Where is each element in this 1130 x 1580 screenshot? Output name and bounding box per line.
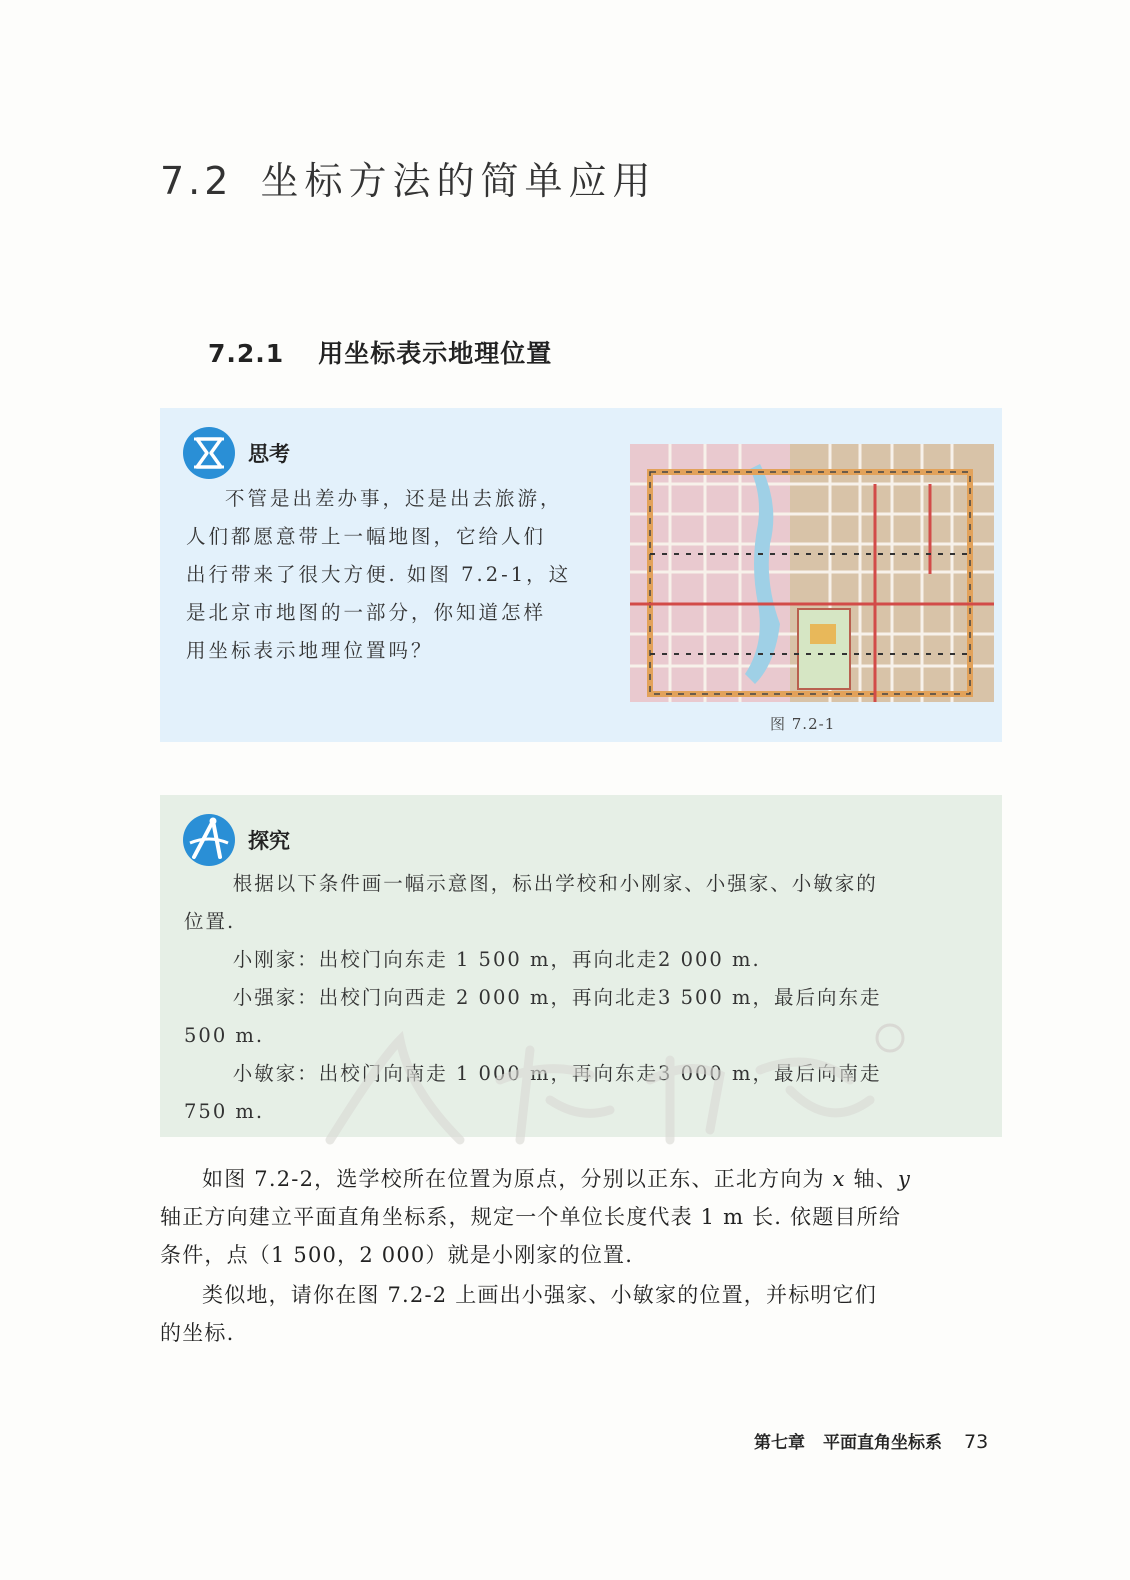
page-footer <box>754 1428 988 1453</box>
subsection-title <box>208 334 552 370</box>
body-paragraph-2-line-2: 的坐标. <box>160 1321 235 1345</box>
footer-chapter: 第七章 <box>754 1433 805 1453</box>
think-line: 是北京市地图的一部分，你知道怎样 <box>186 601 547 624</box>
body-paragraph-2-line-1: 类似地，请你在图 7.2-2 上画出小强家、小敏家的位置，并标明它们 <box>202 1283 878 1307</box>
think-line: 人们都愿意带上一幅地图，它给人们 <box>186 525 547 548</box>
explore-box <box>160 795 1002 1137</box>
think-line: 出行带来了很大方便. 如图 7.2-1，这 <box>186 563 572 586</box>
explore-xiaoqiang: 小强家：出校门向西走 2 000 m，再向北走3 500 m，最后向东走 <box>232 986 882 1009</box>
body-paragraph-1-line-1 <box>160 1160 1005 1198</box>
explore-xiaogang: 小刚家：出校门向东走 1 500 m，再向北走2 000 m. <box>232 948 761 971</box>
explore-label: 探究 <box>248 829 290 853</box>
explore-intro-cont: 位置. <box>184 910 236 933</box>
think-header <box>182 426 290 480</box>
section-title <box>160 150 656 205</box>
think-paragraph <box>186 480 606 670</box>
beijing-map-image <box>630 444 994 702</box>
section-title-text: 坐标方法的简单应用 <box>260 159 657 203</box>
page-number: 73 <box>964 1431 989 1453</box>
body-paragraph-1-line-3: 条件，点（1 500，2 000）就是小刚家的位置. <box>160 1243 634 1267</box>
think-box <box>160 408 1002 742</box>
think-line: 用坐标表示地理位置吗？ <box>186 639 434 662</box>
footer-chapter-title: 平面直角坐标系 <box>823 1433 942 1453</box>
explore-xiaomin-cont: 750 m. <box>184 1100 265 1123</box>
section-number: 7.2 <box>160 159 233 203</box>
subsection-number: 7.2.1 <box>208 339 285 368</box>
think-line: 不管是出差办事，还是出去旅游， <box>225 487 563 510</box>
body-paragraph-1-line-2: 轴正方向建立平面直角坐标系，规定一个单位长度代表 1 m 长. 依题目所给 <box>160 1205 902 1229</box>
think-label: 思考 <box>248 442 290 466</box>
x-variable: x <box>832 1167 846 1191</box>
body-text-segment: 轴、 <box>845 1167 898 1191</box>
explore-intro: 根据以下条件画一幅示意图，标出学校和小刚家、小强家、小敏家的 <box>232 872 878 895</box>
explore-xiaoqiang-cont: 500 m. <box>184 1024 265 1047</box>
compass-icon <box>182 813 236 867</box>
body-text-segment: 如图 7.2-2，选学校所在位置为原点，分别以正东、正北方向为 <box>202 1167 833 1191</box>
hourglass-icon <box>182 426 236 480</box>
subsection-title-text: 用坐标表示地理位置 <box>318 339 553 368</box>
explore-xiaomin: 小敏家：出校门向南走 1 000 m，再向东走3 000 m，最后向南走 <box>232 1062 882 1085</box>
figure-caption: 图 7.2-1 <box>770 715 836 733</box>
y-variable: y <box>897 1167 912 1191</box>
explore-header <box>182 813 290 867</box>
